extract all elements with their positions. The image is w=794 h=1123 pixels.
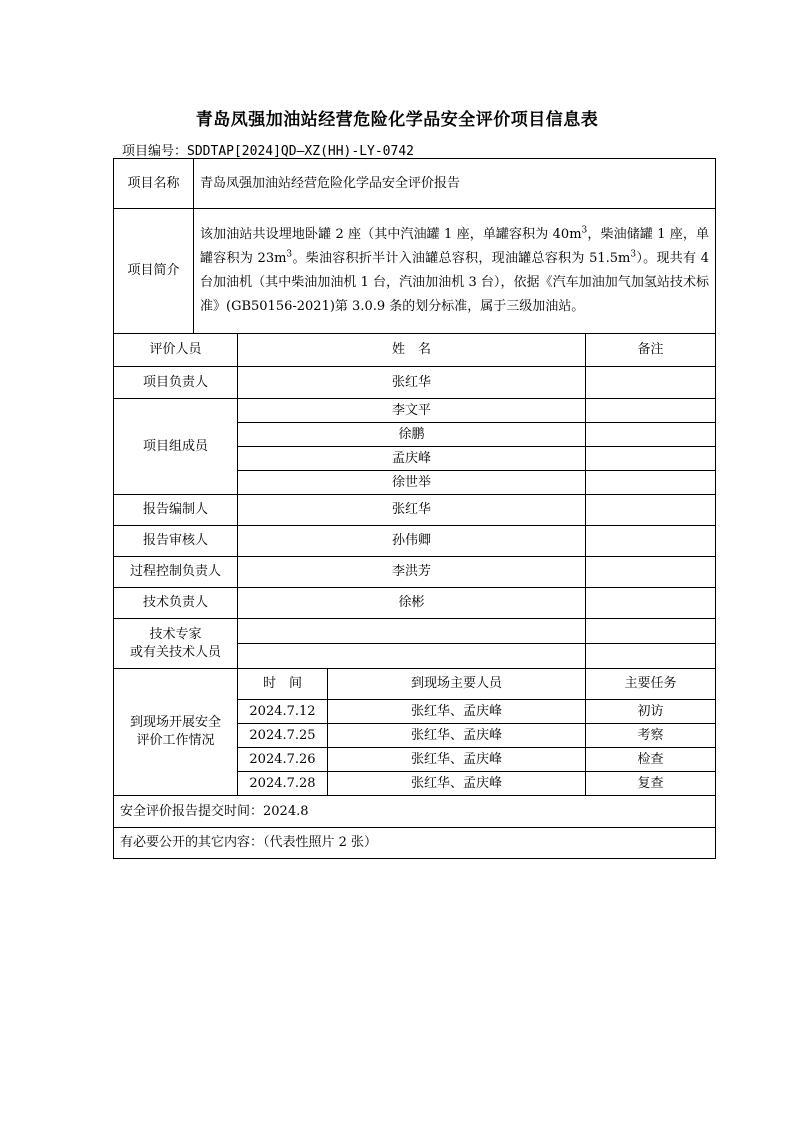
note-cell: [586, 399, 716, 423]
tech-name: 徐彬: [238, 588, 586, 619]
project-name-label: 项目名称: [114, 159, 194, 209]
expert-label: 技术专家 或有关技术人员: [114, 619, 238, 669]
task-header: 主要任务: [586, 669, 716, 700]
site-people: 张红华、孟庆峰: [328, 772, 586, 796]
project-intro-text: 该加油站共设埋地卧罐 2 座（其中汽油罐 1 座，单罐容积为 $40m^3$，柴油储罐 1 座，单罐容积为 $23m^3$。柴油容积折半计入油罐总容积，现油罐总容积为 $51.5m^3$）。现共有 4 台加油机（其中柴油加油机 1 台，汽油加油机 3 台），依据《汽车加油加气加氢站技术标准》(GB50156-2021)第 3.0.9 条的划分标准，属于三级加油站。: [194, 209, 716, 334]
note-cell: [586, 495, 716, 526]
note-cell: [586, 471, 716, 495]
submit-time: 安全评价报告提交时间：2024.8: [114, 796, 716, 828]
note-cell: [586, 619, 716, 644]
project-name-row: [114, 159, 716, 209]
member-name: 徐世举: [238, 471, 586, 495]
site-date: 2024.7.26: [238, 748, 328, 772]
leader-row: [114, 367, 716, 399]
personnel-header-row: [114, 334, 716, 367]
site-task: 检查: [586, 748, 716, 772]
project-intro-row: [114, 209, 716, 334]
tech-label: 技术负责人: [114, 588, 238, 619]
process-row: [114, 557, 716, 588]
project-number-value: SDDTAP[2024]QD—XZ(HH)-LY-0742: [187, 144, 414, 159]
compiler-row: [114, 495, 716, 526]
info-table: [113, 158, 716, 859]
member-name: 孟庆峰: [238, 447, 586, 471]
note-cell: [586, 423, 716, 447]
time-header: 时 间: [238, 669, 328, 700]
name-header: 姓 名: [238, 334, 586, 367]
other-content: 有必要公开的其它内容：（代表性照片 2 张）: [114, 828, 716, 859]
project-intro-label: 项目简介: [114, 209, 194, 334]
note-cell: [586, 644, 716, 669]
role-header: 评价人员: [114, 334, 238, 367]
submit-time-row: [114, 796, 716, 828]
site-task: 复查: [586, 772, 716, 796]
members-label: 项目组成员: [114, 399, 238, 495]
site-people: 张红华、孟庆峰: [328, 748, 586, 772]
site-date: 2024.7.25: [238, 724, 328, 748]
process-name: 李洪芳: [238, 557, 586, 588]
site-header-row: [114, 669, 716, 700]
note-cell: [586, 526, 716, 557]
leader-name: 张红华: [238, 367, 586, 399]
site-date: 2024.7.28: [238, 772, 328, 796]
site-work-label: 到现场开展安全 评价工作情况: [114, 669, 238, 796]
project-number-label: 项目编号：: [122, 144, 188, 159]
note-cell: [586, 588, 716, 619]
reviewer-label: 报告审核人: [114, 526, 238, 557]
site-people: 张红华、孟庆峰: [328, 700, 586, 724]
member-name: 徐鹏: [238, 423, 586, 447]
expert-name: [238, 644, 586, 669]
note-cell: [586, 447, 716, 471]
other-content-row: [114, 828, 716, 859]
note-cell: [586, 557, 716, 588]
leader-label: 项目负责人: [114, 367, 238, 399]
site-date: 2024.7.12: [238, 700, 328, 724]
expert-row: [114, 619, 716, 644]
site-people: 张红华、孟庆峰: [328, 724, 586, 748]
site-task: 考察: [586, 724, 716, 748]
compiler-name: 张红华: [238, 495, 586, 526]
tech-row: [114, 588, 716, 619]
reviewer-name: 孙伟卿: [238, 526, 586, 557]
page-title: 青岛凤强加油站经营危险化学品安全评价项目信息表: [195, 110, 599, 130]
project-name-value: 青岛凤强加油站经营危险化学品安全评价报告: [194, 159, 716, 209]
project-number: [122, 140, 414, 159]
note-header: 备注: [586, 334, 716, 367]
member-row: [114, 399, 716, 423]
expert-name: [238, 619, 586, 644]
reviewer-row: [114, 526, 716, 557]
note-cell: [586, 367, 716, 399]
member-name: 李文平: [238, 399, 586, 423]
site-task: 初访: [586, 700, 716, 724]
process-label: 过程控制负责人: [114, 557, 238, 588]
compiler-label: 报告编制人: [114, 495, 238, 526]
people-header: 到现场主要人员: [328, 669, 586, 700]
